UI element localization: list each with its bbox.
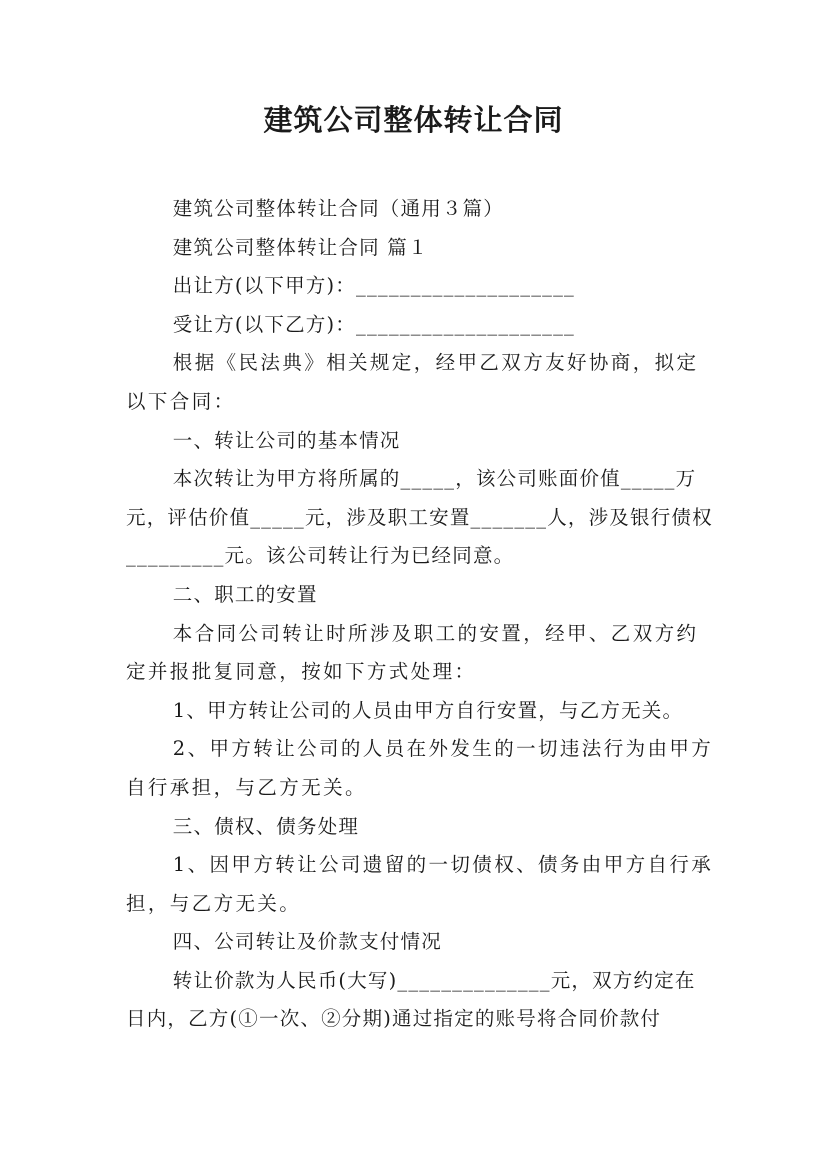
paragraph-staff-item-2: 2、甲方转让公司的人员在外发生的一切违法行为由甲方自行承担，与乙方无关。 <box>126 737 714 799</box>
paragraph-basic-info: 本次转让为甲方将所属的_____，该公司账面价值_____万元，评估价值_____元，涉及职工安置_______人，涉及银行债权_________元。该公司转让行为已经同意。 <box>126 467 713 568</box>
paragraph-subtitle: 建筑公司整体转让合同（通用３篇） <box>172 197 504 220</box>
paragraph-section-heading: 建筑公司整体转让合同 篇１ <box>172 235 429 259</box>
paragraph-heading-2: 二、职工的安置 <box>172 582 318 606</box>
document-body <box>126 190 716 1039</box>
paragraph-transferee: 受让方(以下乙方)：____________________ <box>172 312 576 336</box>
paragraph-preamble: 根据《民法典》相关规定，经甲乙双方友好协商，拟定以下合同： <box>126 351 699 413</box>
paragraph-staff-placement: 本合同公司转让时所涉及职工的安置，经甲、乙双方约定并报批复同意，按如下方式处理： <box>126 621 699 684</box>
paragraph-transferor: 出让方(以下甲方)：____________________ <box>172 274 576 298</box>
paragraph-heading-3: 三、债权、债务处理 <box>172 814 360 838</box>
paragraph-debt-item-1: 1、因甲方转让公司遗留的一切债权、债务由甲方自行承担，与乙方无关。 <box>126 853 714 915</box>
paragraph-heading-4: 四、公司转让及价款支付情况 <box>172 930 442 954</box>
document-title: 建筑公司整体转让合同 <box>263 103 564 137</box>
paragraph-staff-item-1: 1、甲方转让公司的人员由甲方自行安置，与乙方无关。 <box>172 698 684 722</box>
paragraph-payment: 转让价款为人民币(大写)______________元，双方约定在日内，乙方(①一次、②分期)通过指定的账号将合同价款付 <box>126 968 696 1031</box>
paragraph-heading-1: 一、转让公司的基本情况 <box>172 428 401 452</box>
